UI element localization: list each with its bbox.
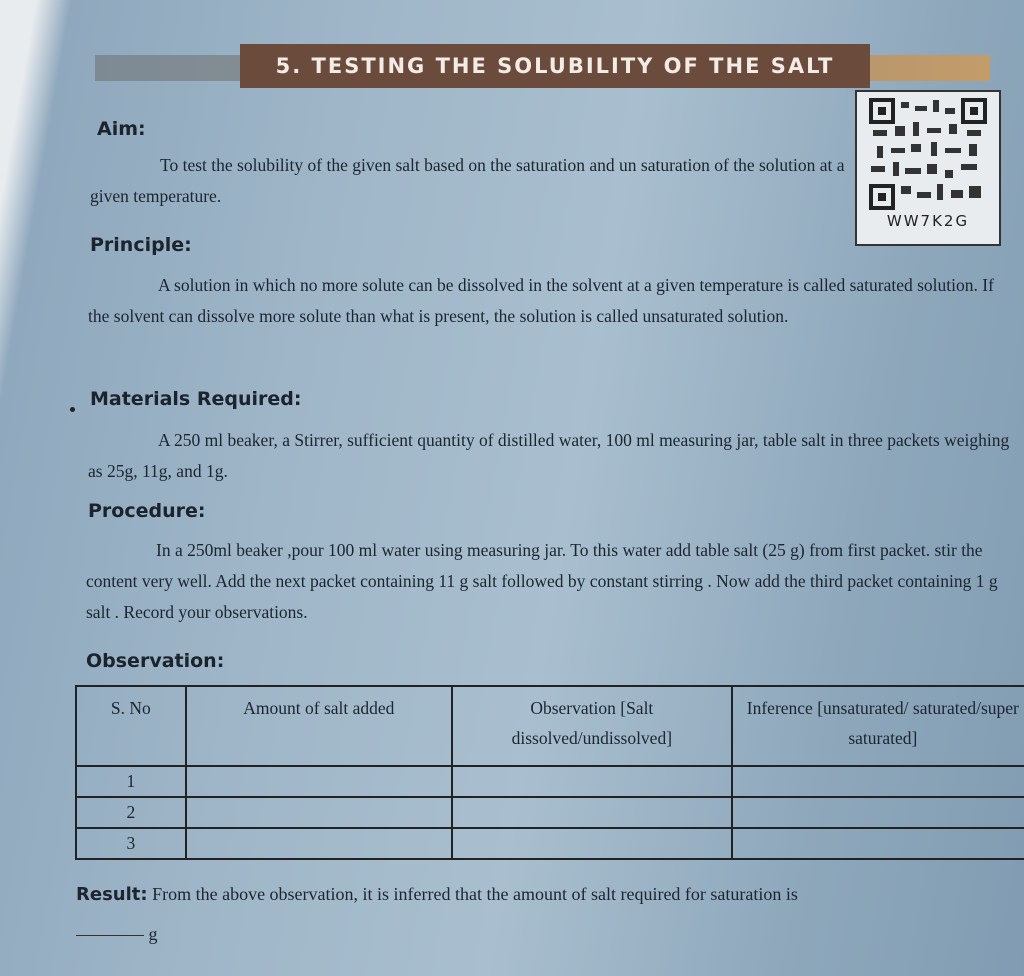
table-row	[76, 766, 1024, 797]
amount-cell[interactable]	[186, 766, 452, 797]
procedure-heading: Procedure:	[88, 500, 206, 522]
principle-text: A solution in which no more solute can be dissolved in the solvent at a given temperature is called saturated solution. If the solvent can dissolve more solute than what is present, the solution is called unsaturated solution.	[88, 275, 994, 326]
aim-heading: Aim:	[97, 118, 146, 140]
column-header: Amount of salt added	[186, 686, 452, 766]
result-answer	[76, 924, 158, 945]
inference-cell[interactable]	[732, 766, 1024, 797]
qr-pattern-icon	[869, 98, 987, 210]
table-row	[76, 797, 1024, 828]
result-unit: g	[148, 924, 158, 944]
principle-heading: Principle:	[90, 234, 192, 256]
bullet-icon	[70, 407, 75, 412]
amount-cell[interactable]	[186, 828, 452, 859]
qr-code-label: WW7K2G	[886, 212, 970, 230]
table-row	[76, 828, 1024, 859]
aim-text: To test the solubility of the given salt based on the saturation and un saturation of the solution at a given temperature.	[90, 155, 845, 206]
serial-number: 1	[76, 766, 186, 797]
serial-number: 3	[76, 828, 186, 859]
result-text: From the above observation, it is inferred that the amount of salt required for saturation is	[152, 884, 798, 904]
page-title: 5. TESTING THE SOLUBILITY OF THE SALT	[240, 44, 870, 88]
procedure-text: In a 250ml beaker ,pour 100 ml water using measuring jar. To this water add table salt (25 g) from first packet. stir the content very well. Add the next packet containing 11 g salt followed by constant stirring . Now add the third packet containing 1 g salt . Record your observations.	[86, 540, 998, 622]
column-header: S. No	[76, 686, 186, 766]
inference-cell[interactable]	[732, 828, 1024, 859]
amount-cell[interactable]	[186, 797, 452, 828]
result-line	[76, 884, 798, 905]
result-label: Result:	[76, 884, 148, 905]
materials-heading: Materials Required:	[90, 388, 302, 410]
observation-heading: Observation:	[86, 650, 225, 672]
observation-table	[75, 685, 1024, 860]
observation-cell[interactable]	[452, 797, 732, 828]
answer-blank[interactable]	[76, 935, 144, 936]
qr-code	[855, 90, 1001, 246]
observation-cell[interactable]	[452, 766, 732, 797]
inference-cell[interactable]	[732, 797, 1024, 828]
observation-cell[interactable]	[452, 828, 732, 859]
serial-number: 2	[76, 797, 186, 828]
column-header: Observation [Salt dissolved/undissolved]	[452, 686, 732, 766]
table-header-row	[76, 686, 1024, 766]
materials-text: A 250 ml beaker, a Stirrer, sufficient quantity of distilled water, 100 ml measuring jar, table salt in three packets weighing as 25g, 11g, and 1g.	[88, 430, 1010, 481]
column-header: Inference [unsaturated/ saturated/super saturated]	[732, 686, 1024, 766]
